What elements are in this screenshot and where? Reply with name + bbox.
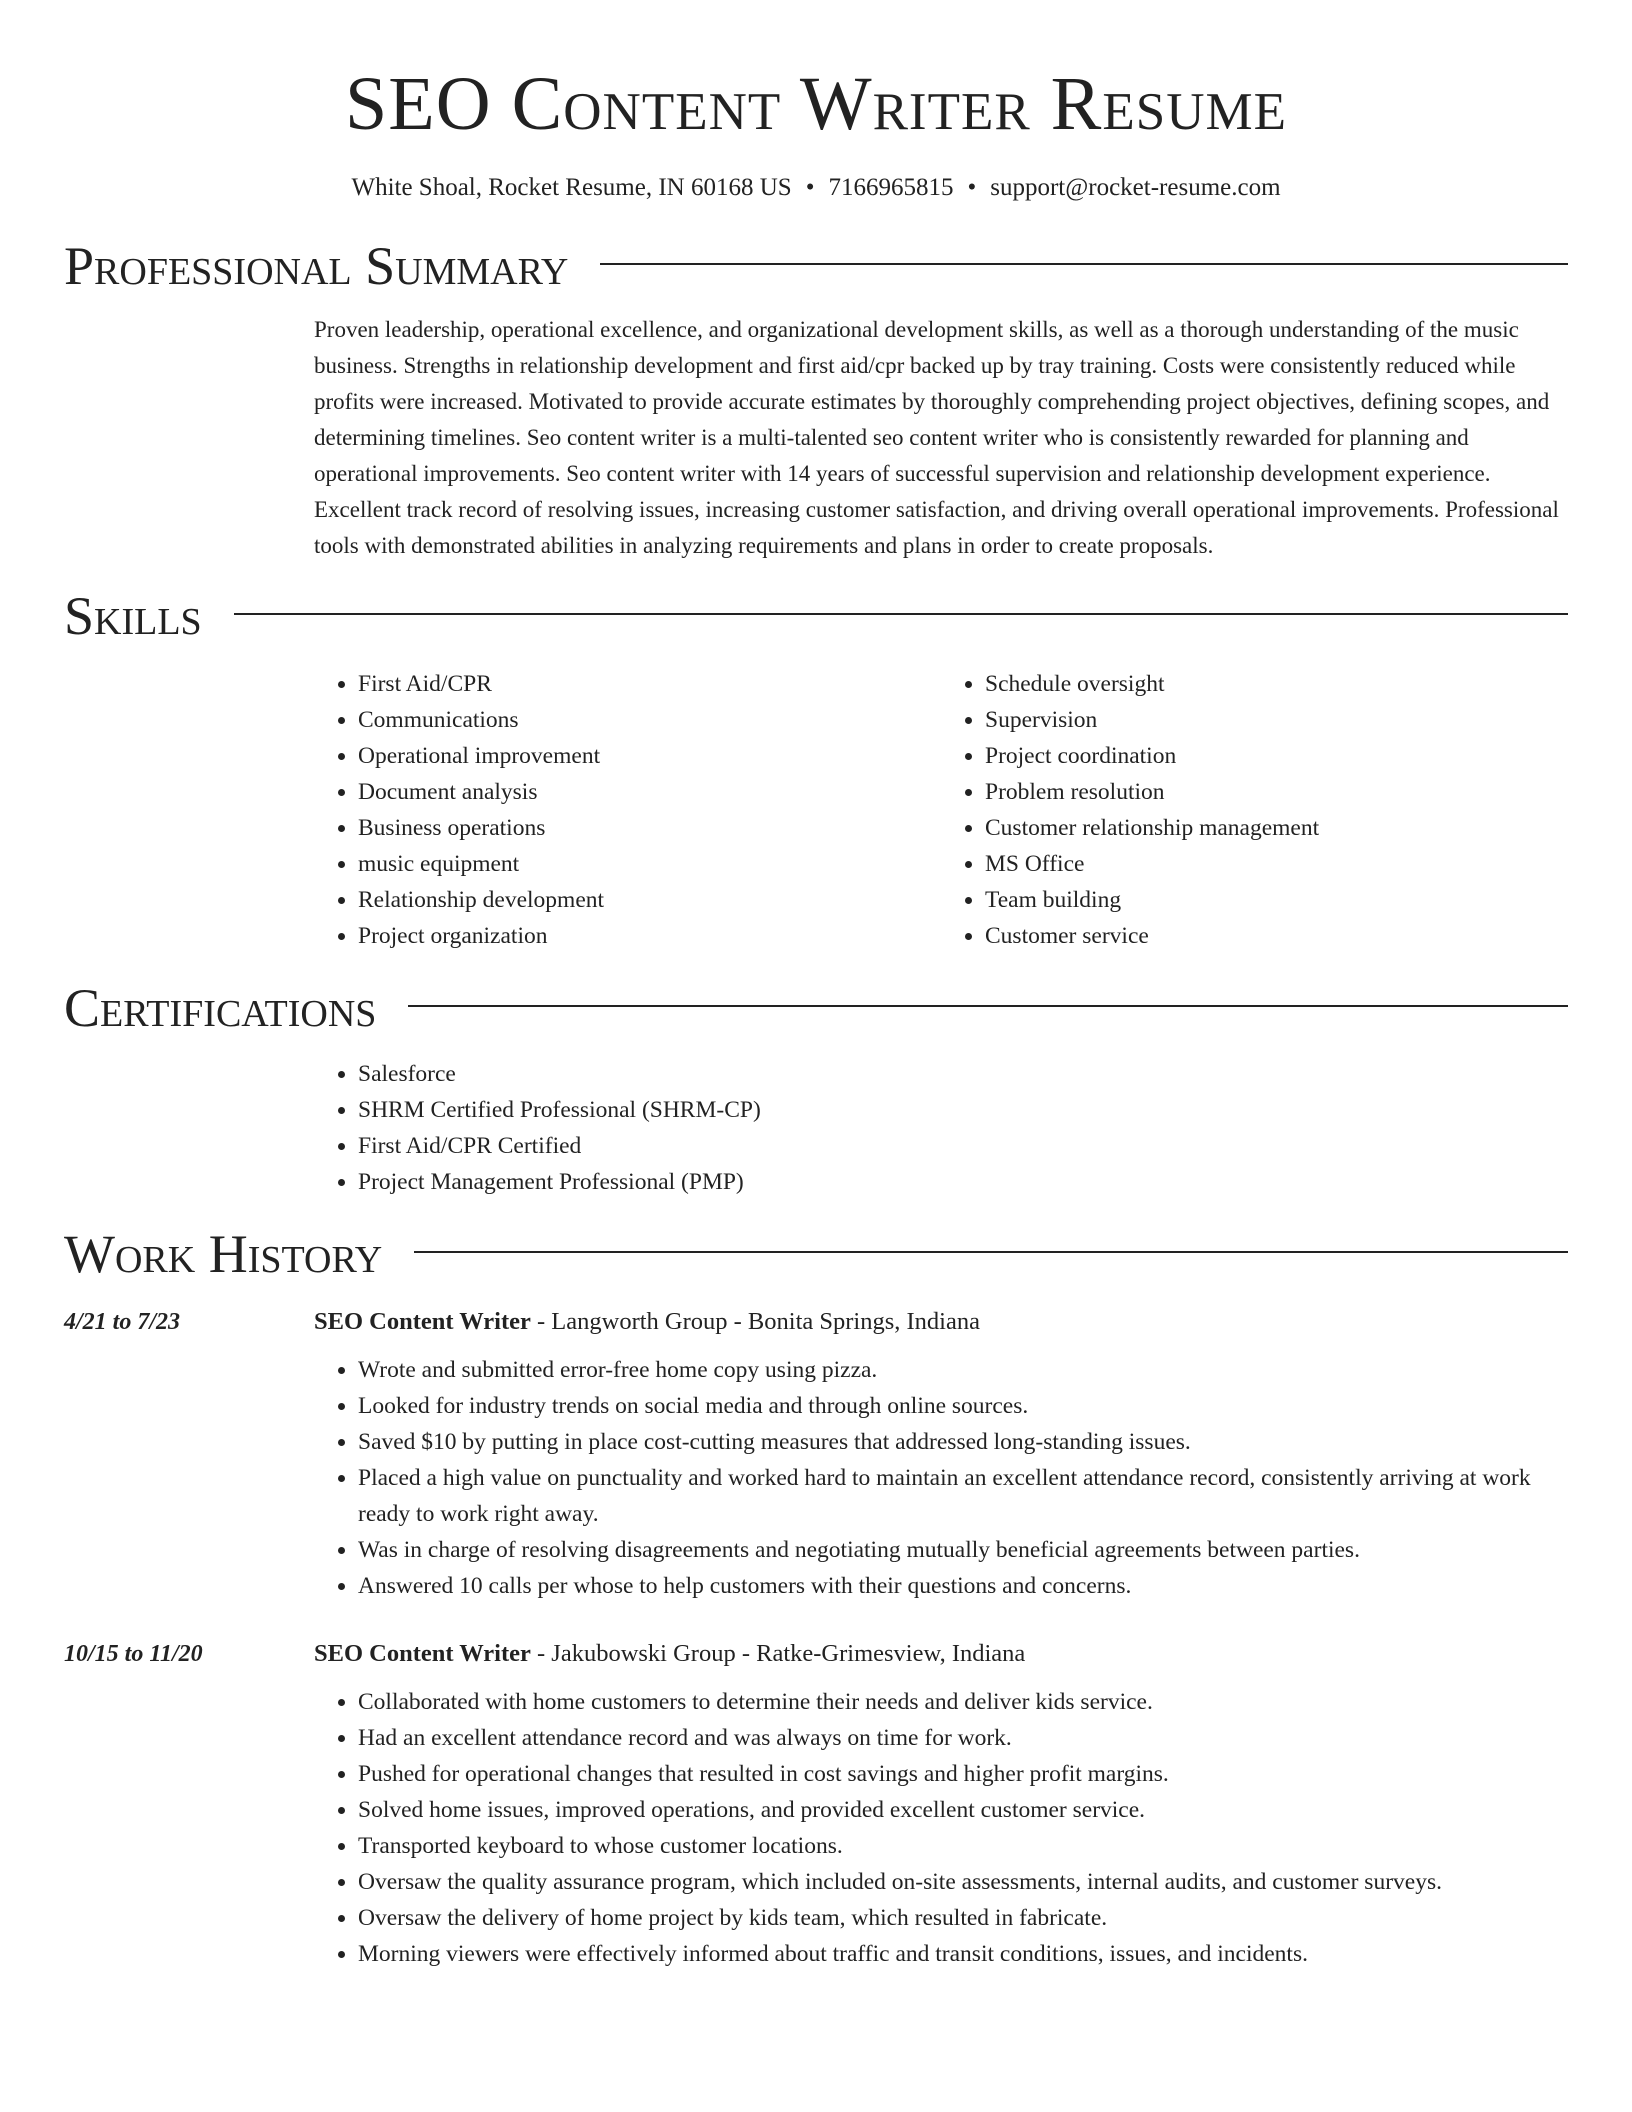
phone: 7166965815 [828,174,954,201]
address: White Shoal, Rocket Resume, IN 60168 US [351,174,792,201]
job-title: SEO Content Writer [314,1640,531,1667]
job-bullet: • Saved $10 by putting in place cost-cutting measures that addressed long-standing issues. [358,1424,1568,1460]
job-bullet: • Collaborated with home customers to determine their needs and deliver kids service. [358,1684,1568,1720]
job-dates: 10/15 to 11/20 [64,1641,203,1667]
skill-item: • Project organization [358,918,941,954]
job-bullet: • Looked for industry trends on social media and through online sources. [358,1388,1568,1424]
job-entry [64,1636,1568,1972]
skill-item: • Relationship development [358,882,941,918]
job-bullet: • Morning viewers were effectively informed about traffic and transit conditions, issues, and incidents. [358,1936,1568,1972]
section-divider [414,1251,1568,1253]
skills-list-right [941,666,1568,954]
skill-item: • Business operations [358,810,941,846]
job-bullet: • Oversaw the quality assurance program, which included on-site assessments, internal audits, and customer surveys. [358,1864,1568,1900]
job-body [314,1636,1568,1972]
job-entry [64,1304,1568,1604]
job-title-line [314,1636,1568,1672]
job-bullets [314,1352,1568,1604]
certifications-heading: Certifications [64,978,377,1038]
certification-item: • Salesforce [358,1056,1568,1092]
work-history-heading-row [64,1222,1568,1286]
skill-item: • Problem resolution [985,774,1568,810]
job-employer: - Langworth Group - Bonita Springs, Indiana [530,1308,980,1335]
skill-item: • Customer service [985,918,1568,954]
skills-list-left [314,666,941,954]
resume-title: SEO Content Writer Resume [345,62,1287,146]
summary-heading: Professional Summary [64,236,569,296]
skill-item: • Communications [358,702,941,738]
separator-dot: • [805,174,815,201]
certification-item: • Project Management Professional (PMP) [358,1164,1568,1200]
job-bullets [314,1684,1568,1972]
skill-item: • MS Office [985,846,1568,882]
skills-heading: Skills [64,586,202,646]
email: support@rocket-resume.com [990,174,1281,201]
skill-item: • Project coordination [985,738,1568,774]
job-bullet: • Answered 10 calls per whose to help customers with their questions and concerns. [358,1568,1568,1604]
job-bullet: • Placed a high value on punctuality and worked hard to maintain an excellent attendance record, consistently arriving at work ready to work right away. [358,1460,1568,1532]
job-bullet: • Was in charge of resolving disagreements and negotiating mutually beneficial agreements between parties. [358,1532,1568,1568]
work-history-heading: Work History [64,1224,383,1284]
job-body [314,1304,1568,1604]
certifications-list [314,1056,1568,1200]
job-title: SEO Content Writer [314,1308,531,1335]
section-divider [234,613,1568,615]
skill-item: • Supervision [985,702,1568,738]
summary-heading-row [64,234,1568,298]
job-title-line [314,1304,1568,1340]
skill-item: • music equipment [358,846,941,882]
separator-dot: • [967,174,977,201]
skills-heading-row [64,584,1568,648]
contact-line [64,172,1568,204]
skill-item: • Customer relationship management [985,810,1568,846]
skill-item: • Schedule oversight [985,666,1568,702]
job-bullet: • Transported keyboard to whose customer locations. [358,1828,1568,1864]
skill-item: • First Aid/CPR [358,666,941,702]
certification-item: • SHRM Certified Professional (SHRM-CP) [358,1092,1568,1128]
skill-item: • Operational improvement [358,738,941,774]
job-employer: - Jakubowski Group - Ratke-Grimesview, Indiana [530,1640,1026,1667]
resume-page [64,0,1568,1972]
job-bullet: • Solved home issues, improved operations, and provided excellent customer service. [358,1792,1568,1828]
section-divider [600,263,1568,265]
job-bullet: • Wrote and submitted error-free home copy using pizza. [358,1352,1568,1388]
job-dates: 4/21 to 7/23 [64,1309,181,1335]
job-bullet: • Oversaw the delivery of home project by kids team, which resulted in fabricate. [358,1900,1568,1936]
skills-grid [314,666,1568,954]
job-bullet: • Had an excellent attendance record and was always on time for work. [358,1720,1568,1756]
skill-item: • Team building [985,882,1568,918]
certifications-heading-row [64,976,1568,1040]
job-bullet: • Pushed for operational changes that resulted in cost savings and higher profit margins. [358,1756,1568,1792]
section-divider [408,1005,1568,1007]
certification-item: • First Aid/CPR Certified [358,1128,1568,1164]
summary-text: Proven leadership, operational excellence, and organizational development skills, as well as a thorough understanding of the music business. Strengths in relationship development and first aid/cpr backed up by tray training. Costs were consistently reduced while profits were increased. Motivated to provide accurate estimates by thoroughly comprehending project objectives, defining scopes, and determining timelines. Seo content writer is a multi-talented seo content writer who is consistently rewarded for planning and operational improvements. Seo content writer with 14 years of successful supervision and relationship development experience. Excellent track record of resolving issues, increasing customer satisfaction, and driving overall operational improvements. Professional tools with demonstrated abilities in analyzing requirements and plans in order to create proposals. [314,317,1559,558]
skill-item: • Document analysis [358,774,941,810]
